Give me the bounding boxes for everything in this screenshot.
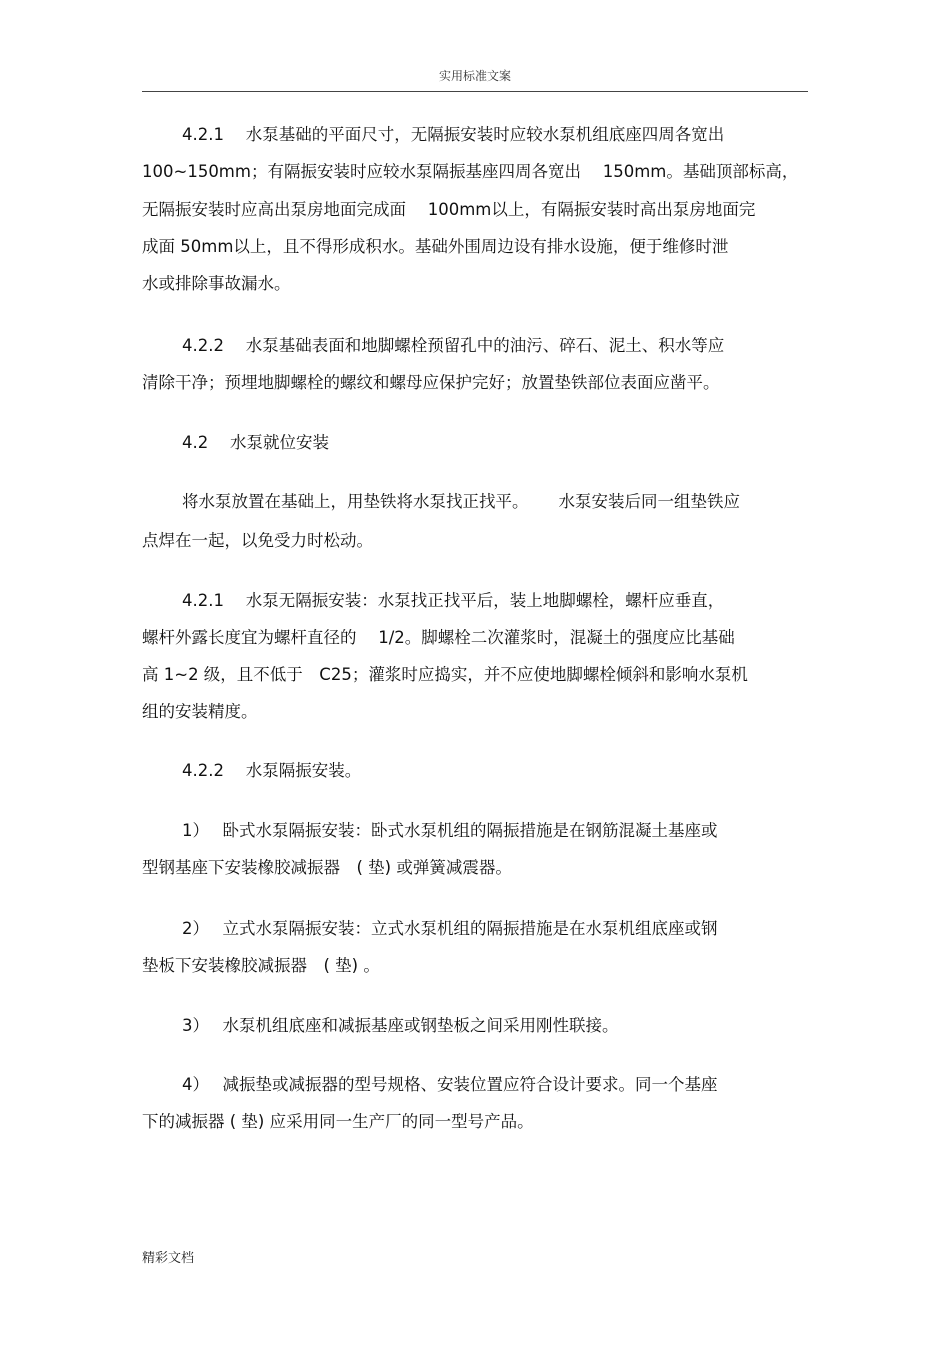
text-line: 高 1~2 级，且不低于 C25；灌浆时应捣实，并不应使地脚螺栓倾斜和影响水泵机: [142, 665, 748, 684]
text-line: 将水泵放置在基础上，用垫铁将水泵找正找平。 水泵安装后同一组垫铁应: [182, 492, 740, 511]
text-line: 螺杆外露长度宜为螺杆直径的 1/2。脚螺栓二次灌浆时，混凝土的强度应比基础: [142, 628, 735, 647]
list-item: 2） 立式水泵隔振安装：立式水泵机组的隔振措施是在水泵机组底座或钢: [182, 919, 718, 938]
page-footer: 精彩文档: [142, 1251, 195, 1266]
list-item: 4） 减振垫或减振器的型号规格、安装位置应符合设计要求。同一个基座: [182, 1075, 718, 1094]
text-line: 成面 50mm以上，且不得形成积水。基础外围周边设有排水设施，便于维修时泄: [142, 237, 729, 256]
text-line: 垫板下安装橡胶减振器 ( 垫) 。: [142, 956, 380, 975]
text-line: 100~150mm；有隔振安装时应较水泵隔振基座四周各宽出 150mm。基础顶部标高，: [142, 162, 799, 181]
section-heading: 4.2 水泵就位安装: [182, 433, 329, 452]
header-divider: [142, 91, 808, 92]
text-line: 4.2.1 水泵基础的平面尺寸，无隔振安装时应较水泵机组底座四周各宽出: [182, 125, 725, 144]
text-line: 组的安装精度。: [142, 702, 258, 721]
text-line: 无隔振安装时应高出泵房地面完成面 100mm以上，有隔振安装时高出泵房地面完: [142, 200, 756, 219]
list-item: 3） 水泵机组底座和减振基座或钢垫板之间采用刚性联接。: [182, 1016, 619, 1035]
text-line: 水或排除事故漏水。: [142, 274, 291, 293]
text-line: 4.2.2 水泵隔振安装。: [182, 761, 362, 780]
text-line: 点焊在一起，以免受力时松动。: [142, 531, 373, 550]
text-line: 清除干净；预埋地脚螺栓的螺纹和螺母应保护完好；放置垫铁部位表面应凿平。: [142, 373, 720, 392]
text-line: 4.2.1 水泵无隔振安装：水泵找正找平后，装上地脚螺栓，螺杆应垂直，: [182, 591, 725, 610]
text-line: 型钢基座下安装橡胶减振器 ( 垫) 或弹簧减震器。: [142, 858, 512, 877]
list-item: 1） 卧式水泵隔振安装：卧式水泵机组的隔振措施是在钢筋混凝土基座或: [182, 821, 718, 840]
page-header: 实用标准文案: [438, 69, 511, 83]
text-line: 4.2.2 水泵基础表面和地脚螺栓预留孔中的油污、碎石、泥土、积水等应: [182, 336, 725, 355]
text-line: 下的减振器 ( 垫) 应采用同一生产厂的同一型号产品。: [142, 1112, 534, 1131]
